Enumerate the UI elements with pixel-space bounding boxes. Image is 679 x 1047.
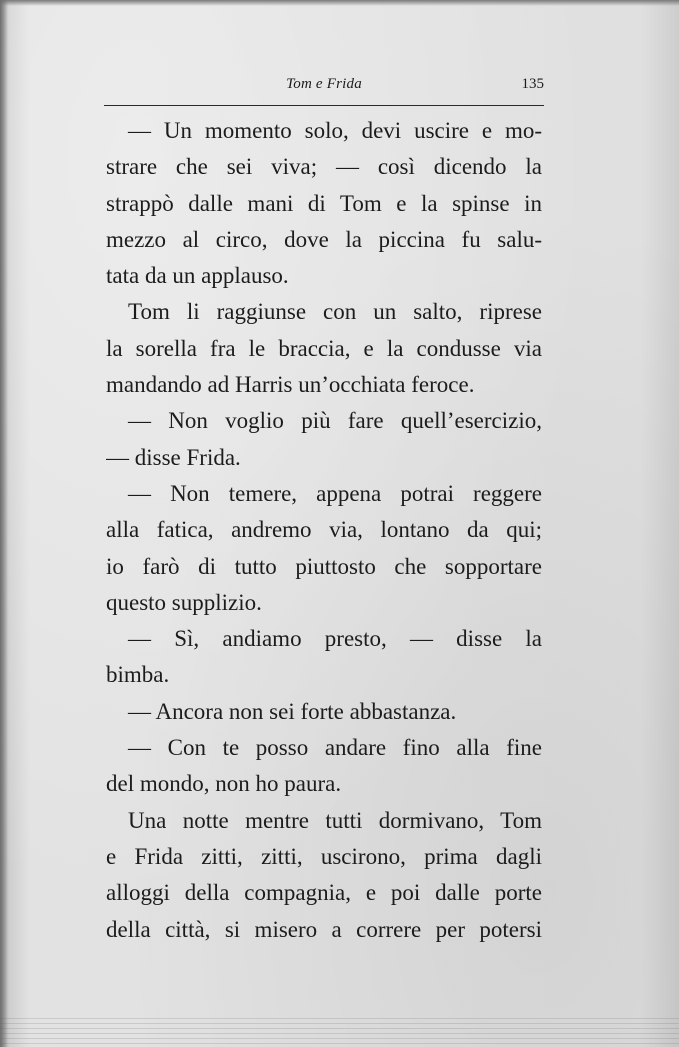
body-text [106, 113, 542, 948]
text-line: del mondo, non ho paura. [106, 771, 342, 797]
page-top-edge [0, 0, 679, 6]
text-line: e Frida zitti, zitti, uscirono, prima dagli [106, 843, 542, 869]
page-bottom-edge [0, 1018, 679, 1047]
running-title: Tom e Frida [286, 76, 362, 92]
text-line: mandando ad Harris un’occhiata feroce. [106, 372, 475, 398]
text-line: — Un momento solo, devi uscire e mo- [128, 118, 542, 143]
text-line: strare che sei viva; — così dicendo la [106, 154, 542, 180]
text-line: questo supplizio. [106, 589, 262, 615]
text-line: strappò dalle mani di Tom e la spinse in [106, 190, 542, 216]
text-line: mezzo al circo, dove la piccina fu salu- [106, 226, 542, 252]
text-line: alloggi della compagnia, e poi dalle porte [106, 880, 542, 906]
page-number: 135 [521, 76, 544, 92]
header-rule [104, 105, 544, 106]
text-line: bimba. [106, 662, 170, 688]
text-line: — disse Frida. [106, 444, 241, 470]
text-line: — Sì, andiamo presto, — disse la [128, 626, 542, 652]
text-line: — Con te posso andare fino alla fine [128, 735, 542, 761]
text-line: tata da un applauso. [106, 263, 289, 289]
text-line: della città, si misero a correre per potersi [106, 916, 542, 942]
text-line: — Ancora non sei forte abbastanza. [128, 698, 457, 724]
text-line: io farò di tutto piuttosto che sopportare [106, 553, 542, 579]
spine-shadow [0, 0, 8, 1047]
text-line: — Non temere, appena potrai reggere [128, 480, 542, 506]
text-line: alla fatica, andremo via, lontano da qui; [106, 517, 542, 543]
text-line: Una notte mentre tutti dormivano, Tom [128, 807, 542, 833]
text-line: la sorella fra le braccia, e la condusse via [106, 335, 542, 361]
text-line: Tom li raggiunse con un salto, riprese [128, 299, 542, 325]
page-header [104, 74, 544, 96]
text-line: — Non voglio più fare quell’esercizio, [128, 408, 542, 434]
